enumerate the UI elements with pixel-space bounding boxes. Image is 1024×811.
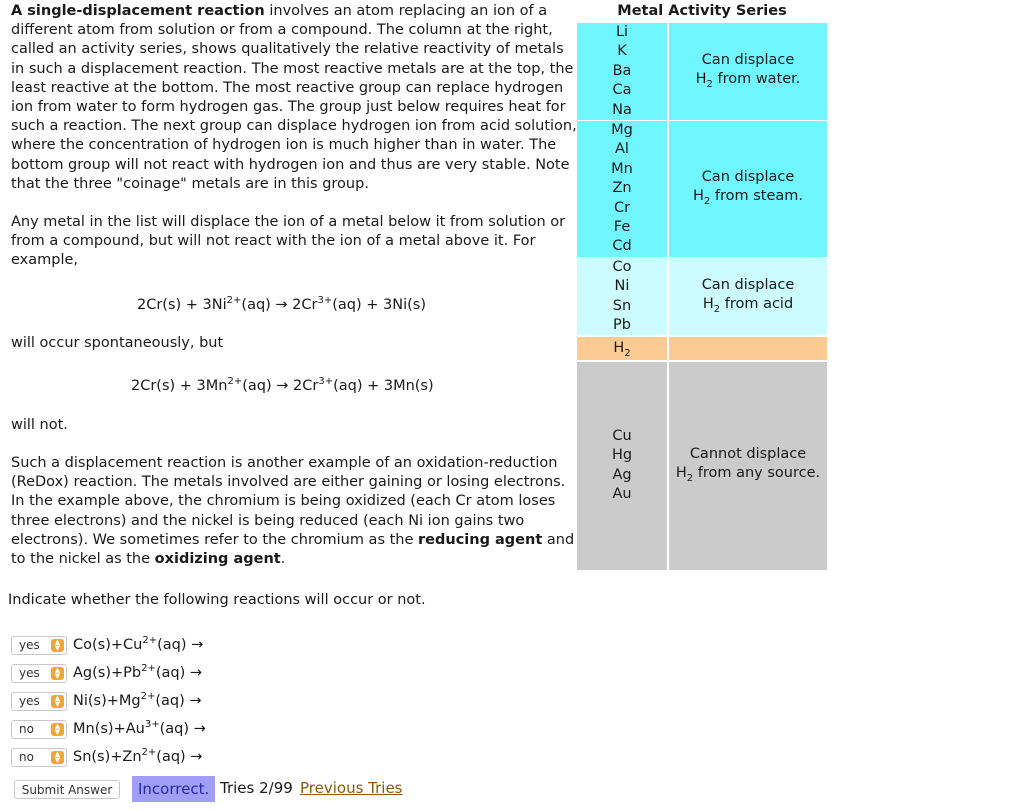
reaction-3-pre: Ni(s)+Mg [73, 693, 141, 709]
reducing-agent-term: reducing agent [418, 531, 543, 548]
reaction-4-post: (aq) → [159, 721, 206, 737]
redox-text-b: and to the nickel as the [11, 531, 575, 568]
answer-select-1-value: yes [19, 638, 40, 652]
eq2-part-c: (aq) + 3Mn(s) [333, 378, 434, 394]
answer-select-2-value: yes [19, 666, 40, 680]
question-row-1 [11, 634, 203, 656]
activity-series-title: Metal Activity Series [617, 3, 787, 19]
answer-select-5-value: no [19, 750, 34, 764]
submit-answer-button[interactable]: Submit Answer [14, 780, 120, 799]
eq2-sup-2: 3+ [318, 376, 334, 387]
metal-li: Li [615, 24, 629, 40]
reaction-2-charge: 2+ [141, 663, 156, 674]
desc-none-line2: $H_2$ from any source. [675, 465, 821, 485]
eq1-sup-1: 2+ [226, 295, 242, 306]
metal-ni: Ni [614, 278, 630, 295]
metal-co: Co [612, 259, 632, 275]
answer-select-2[interactable] [11, 664, 67, 683]
metal-cu: Cu [612, 428, 632, 444]
question-row-3 [11, 690, 202, 712]
eq2-part-b: (aq) → 2Cr [242, 378, 319, 394]
previous-tries-link[interactable]: Previous Tries [300, 779, 403, 797]
select-arrows-icon: ▲ ▼ [51, 751, 64, 764]
intro-paragraph [11, 2, 577, 194]
will-not-text: will not. [11, 417, 68, 433]
reaction-5-charge: 2+ [141, 747, 157, 758]
oxidizing-agent-term: oxidizing agent [154, 551, 281, 568]
reaction-5-pre: Sn(s)+Zn [73, 749, 142, 765]
incorrect-status-badge: Incorrect. [132, 776, 215, 802]
answer-select-3[interactable] [11, 692, 67, 711]
reaction-4-charge: 3+ [144, 719, 160, 730]
reaction-3 [73, 693, 202, 709]
desc-steam-line1: Can displace [701, 169, 795, 185]
metal-au: Au [612, 486, 632, 503]
equation-1 [137, 297, 426, 313]
metal-h2: $H_2$ [613, 340, 631, 359]
desc-none [669, 445, 827, 483]
metal-fe: Fe [613, 219, 631, 236]
desc-water [669, 51, 827, 89]
metal-mn: Mn [611, 160, 633, 177]
desc-acid-line2: $H_2$ from acid [702, 296, 794, 316]
metal-cr: Cr [613, 199, 631, 216]
question-row-5 [11, 746, 202, 768]
metal-list-steam [577, 121, 667, 257]
metal-pb: Pb [613, 317, 631, 334]
metal-ba: Ba [612, 62, 632, 79]
answer-select-4[interactable] [11, 720, 67, 739]
eq1-sup-2: 3+ [317, 295, 333, 306]
eq1-part-c: (aq) + 3Ni(s) [332, 297, 426, 313]
metal-list-acid [577, 258, 667, 336]
reaction-4-pre: Mn(s)+Au [73, 721, 145, 737]
reaction-1-pre: Co(s)+Cu [73, 637, 143, 653]
reaction-2-pre: Ag(s)+Pb [73, 665, 142, 681]
reaction-5-post: (aq) → [156, 749, 203, 765]
desc-water-line1: Can displace [701, 52, 795, 68]
redox-paragraph [11, 454, 577, 569]
desc-steam-line2: $H_2$ from steam. [692, 188, 804, 208]
select-arrows-icon: ▲ ▼ [51, 723, 64, 736]
intro-text: involves an atom replacing an ion of a different atom from solution or from a compound. The column at the right, called an activity series, shows qualitatively the relative reactivity of metals in such a displacement reaction. The most reactive metals are at the top, the least reactive at the bottom. The most reactive group can replace hydrogen ion from water to form hydrogen gas. The group just below requires heat for such a reaction. The next group can displace hydrogen ion from acid solution, where the concentration of hydrogen ion is much higher than in water. The bottom group will not react with hydrogen ion and thus are very stable. Note that the three "coinage" metals are in this group. [11, 3, 577, 192]
metal-sn: Sn [612, 297, 632, 314]
will-occur-text: will occur spontaneously, but [11, 335, 224, 351]
metal-cd: Cd [612, 238, 632, 255]
metal-list-none [577, 427, 667, 505]
reaction-2-post: (aq) → [155, 665, 203, 681]
metal-list-water [577, 23, 667, 120]
select-arrows-icon: ▲ ▼ [51, 695, 64, 708]
desc-acid [669, 276, 827, 314]
desc-water-line2: $H_2$ from water. [695, 71, 801, 91]
question-prompt: Indicate whether the following reactions will occur or not. [8, 592, 426, 608]
select-arrows-icon: ▲ ▼ [51, 639, 64, 652]
question-row-2 [11, 662, 202, 684]
any-metal-paragraph: Any metal in the list will displace the ion of a metal below it from solution or from a compound, but will not react with the ion of a metal above it. For example, [11, 214, 566, 269]
intro-bold-term: A single-displacement reaction [11, 3, 265, 19]
select-arrows-icon: ▲ ▼ [51, 667, 64, 680]
tries-count: Tries 2/99 [220, 779, 293, 797]
eq1-part-b: (aq) → 2Cr [241, 297, 318, 313]
eq2-sup-1: 2+ [227, 376, 243, 387]
metal-ca: Ca [612, 82, 632, 99]
reaction-1 [73, 637, 203, 653]
metal-al: Al [615, 141, 629, 158]
answer-select-5[interactable] [11, 748, 67, 767]
equation-2 [131, 378, 434, 394]
answer-select-3-value: yes [19, 694, 40, 708]
metal-ag: Ag [612, 466, 632, 483]
desc-steam [669, 168, 827, 206]
reaction-3-post: (aq) → [155, 693, 202, 709]
reaction-1-charge: 2+ [142, 635, 158, 646]
eq2-part-a: 2Cr(s) + 3Mn [131, 378, 228, 394]
answer-select-1[interactable] [11, 636, 67, 655]
reaction-5 [73, 749, 202, 765]
reaction-1-post: (aq) → [157, 637, 204, 653]
metal-list-hydrogen [577, 339, 667, 358]
metal-mg: Mg [611, 122, 633, 138]
redox-text-a: Such a displacement reaction is another example of an oxidation-reduction (ReDox) reaction. The metals involved are either gaining or losing electrons. In the example above, the chromium is being oxidized (each Cr atom loses three electrons) and the nickel is being reduced (each Ni ion gains two electrons). We sometimes refer to the chromium as the [11, 455, 566, 548]
desc-none-line1: Cannot displace [689, 446, 807, 462]
reaction-2 [73, 665, 202, 681]
metal-zn: Zn [612, 180, 632, 197]
redox-text-c: . [280, 551, 286, 568]
reaction-4 [73, 721, 206, 737]
reaction-3-charge: 2+ [140, 691, 156, 702]
answer-select-4-value: no [19, 722, 34, 736]
metal-k: K [617, 43, 627, 60]
eq1-part-a: 2Cr(s) + 3Ni [137, 297, 227, 313]
metal-na: Na [612, 101, 632, 118]
metal-hg: Hg [611, 447, 633, 464]
desc-acid-line1: Can displace [701, 277, 795, 293]
question-row-4 [11, 718, 206, 740]
series-hydrogen-desc-cell [669, 337, 827, 360]
